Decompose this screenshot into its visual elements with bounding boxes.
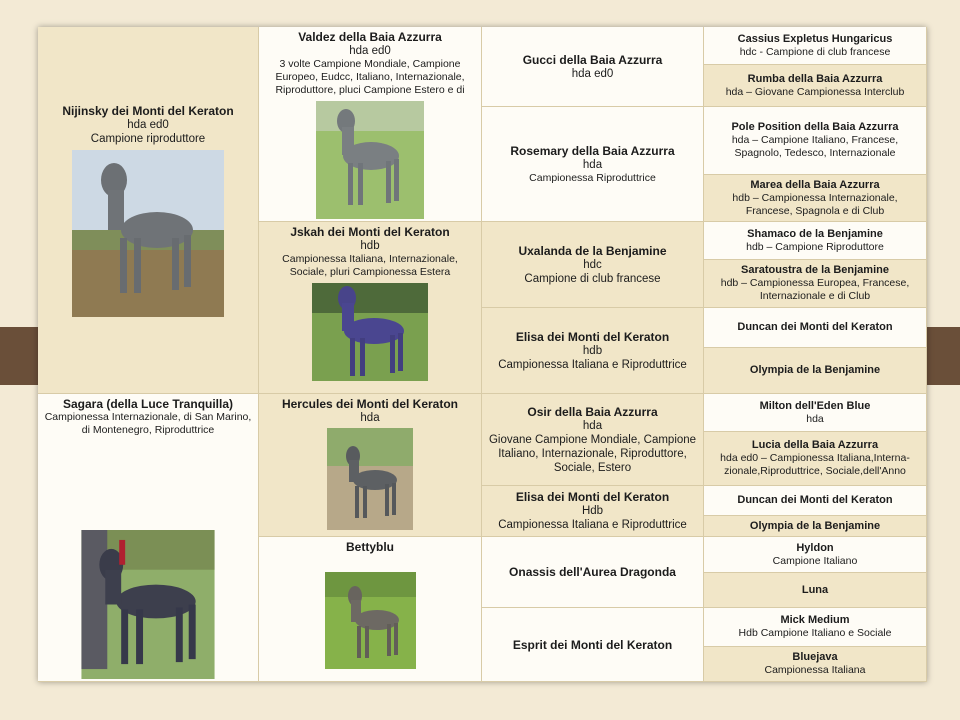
great-grandparent-name: Elisa dei Monti del Keraton [515, 329, 670, 344]
great-grandparent-color: hdb [582, 344, 603, 357]
grandparent-color: hda [360, 412, 380, 424]
gen4-detail: Hdb Campione Italiano e Sociale [738, 627, 892, 639]
grandparent-dam-dam [259, 537, 482, 682]
grey-dane-photo [327, 428, 413, 530]
great-grandparent-cell [482, 222, 704, 308]
gen4-cell [704, 175, 927, 222]
great-grandparent-cell [482, 608, 704, 682]
gen4-name: Rumba della Baia Azzurra [747, 72, 883, 85]
dam-title: Campionessa Internazionale, di San Marino, di Montenegro, Riproduttrice [44, 411, 252, 436]
great-grandparent-cell [482, 308, 704, 394]
blue-dane-photo [81, 530, 215, 679]
gen4-name: Olympia de la Benjamine [749, 364, 881, 376]
gen4-detail: Campione Italiano [772, 554, 858, 567]
gen4-name: Duncan dei Monti del Keraton [737, 321, 893, 333]
grandparent-color: hda ed0 [349, 45, 391, 57]
great-grandparent-title: Campionessa Riproduttrice [529, 171, 656, 184]
gen4-name: Marea della Baia Azzurra [750, 178, 880, 191]
gen4-cell [704, 647, 927, 682]
great-grandparent-cell [482, 27, 704, 107]
grandparent-color: hdb [360, 240, 380, 252]
great-grandparent-color: hda [582, 158, 603, 171]
gen4-name: Saratoustra de la Benjamine [741, 264, 889, 276]
great-grandparent-title: Campione di club francese [524, 272, 661, 285]
gen4-cell [704, 486, 927, 516]
gen4-name: Hyldon [796, 541, 834, 554]
gen4-name: Luna [801, 583, 829, 596]
grey-dane-photo [72, 150, 224, 317]
great-grandparent-cell [482, 107, 704, 222]
grandparent-name: Valdez della Baia Azzurra [298, 30, 442, 44]
gen4-detail: hdb – Campione Riproduttore [746, 240, 884, 253]
great-grandparent-title: Campionessa Italiana e Riproduttrice [498, 358, 687, 371]
dam-cell [38, 394, 259, 682]
grandparent-title: 3 volte Campione Mondiale, Campione Europeo, Eudcc, Italiano, Internazionale, Riproduttore, pluci Campione Estero e di [275, 58, 465, 96]
great-grandparent-name: Uxalanda de la Benjamine [518, 243, 667, 258]
sire-name: Nijinsky dei Monti del Keraton [62, 103, 234, 118]
great-grandparent-color: hdc [583, 258, 602, 271]
great-grandparent-name: Osir della Baia Azzurra [527, 404, 658, 419]
great-grandparent-cell [482, 537, 704, 608]
gen4-cell [704, 394, 927, 432]
great-grandparent-name: Rosemary della Baia Azzurra [510, 143, 675, 158]
pedigree-table [38, 27, 927, 682]
great-grandparent-title: Giovane Campione Mondiale, Campione Italiano, Internazionale, Riproduttore, Sociale, Estero [488, 433, 697, 474]
gen4-detail: hda – Campione Italiano, Francese, Spagnolo, Tedesco, Internazionale [731, 134, 899, 159]
great-grandparent-cell [482, 486, 704, 537]
gen4-detail: hda – Giovane Campionessa Interclub [725, 85, 905, 98]
grandparent-name: Bettyblu [346, 540, 394, 554]
grandparent-name: Hercules dei Monti del Keraton [281, 397, 459, 411]
gen4-name: Cassius Expletus Hungaricus [737, 32, 893, 45]
gen4-name: Olympia de la Benjamine [749, 519, 881, 532]
gen4-detail: hda ed0 – Campionessa Italiana,Interna-zionale,Riproduttrice, Sociale,dell'Anno [720, 452, 910, 477]
gen4-cell [704, 107, 927, 175]
sire-color: hda ed0 [127, 118, 169, 131]
grandparent-dam-sire [259, 394, 482, 537]
gen4-cell [704, 516, 927, 537]
great-grandparent-name: Gucci della Baia Azzurra [522, 52, 663, 67]
great-grandparent-title: Campionessa Italiana e Riproduttrice [498, 519, 687, 531]
gen4-detail: hdc - Campione di club francese [739, 45, 891, 58]
gen4-cell [704, 65, 927, 107]
great-grandparent-name: Onassis dell'Aurea Dragonda [509, 565, 676, 579]
gen4-name: Duncan dei Monti del Keraton [737, 494, 893, 506]
gen4-cell [704, 260, 927, 308]
great-grandparent-name: Esprit dei Monti del Keraton [512, 637, 673, 652]
gen4-name: Lucia della Baia Azzurra [751, 439, 879, 451]
gen4-detail: hda [806, 412, 824, 425]
great-grandparent-cell [482, 394, 704, 486]
sire-title: Campione riproduttore [90, 132, 206, 145]
gen4-name: Shamaco de la Benjamine [747, 227, 883, 240]
great-grandparent-color: Hdb [581, 505, 604, 517]
dam-name: Sagara (della Luce Tranquilla) [62, 397, 234, 411]
grandparent-sire-sire [259, 27, 482, 222]
gen4-cell [704, 308, 927, 348]
grey-dane-photo [316, 101, 424, 219]
great-grandparent-color: hda [582, 419, 603, 432]
gen4-detail: Campionessa Italiana [764, 664, 866, 676]
gen4-detail: hdb – Campionessa Internazionale, Francese, Spagnola e di Club [732, 191, 898, 217]
great-grandparent-name: Elisa dei Monti del Keraton [515, 490, 670, 504]
grandparent-name: Jskah dei Monti del Keraton [290, 225, 450, 239]
grandparent-title: Campionessa Italiana, Internazionale, Sociale, pluri Campionessa Estera [282, 253, 458, 278]
blue-dane-photo [312, 283, 428, 381]
grey-dane-photo [325, 572, 416, 669]
gen4-cell [704, 573, 927, 608]
gen4-name: Milton dell'Eden Blue [759, 399, 871, 412]
gen4-cell [704, 537, 927, 573]
gen4-cell [704, 608, 927, 647]
gen4-name: Bluejava [792, 651, 838, 663]
sire-cell [38, 27, 259, 394]
gen4-cell [704, 348, 927, 394]
gen4-cell [704, 27, 927, 65]
great-grandparent-color: hda ed0 [571, 67, 614, 80]
grandparent-sire-dam [259, 222, 482, 394]
gen4-detail: hdb – Campionessa Europea, Francese, Internazionale e di Club [720, 277, 910, 302]
band-stripe-left [0, 327, 42, 385]
gen4-cell [704, 222, 927, 260]
gen4-name: Pole Position della Baia Azzurra [731, 121, 899, 133]
gen4-name: Mick Medium [780, 614, 850, 626]
gen4-cell [704, 432, 927, 486]
